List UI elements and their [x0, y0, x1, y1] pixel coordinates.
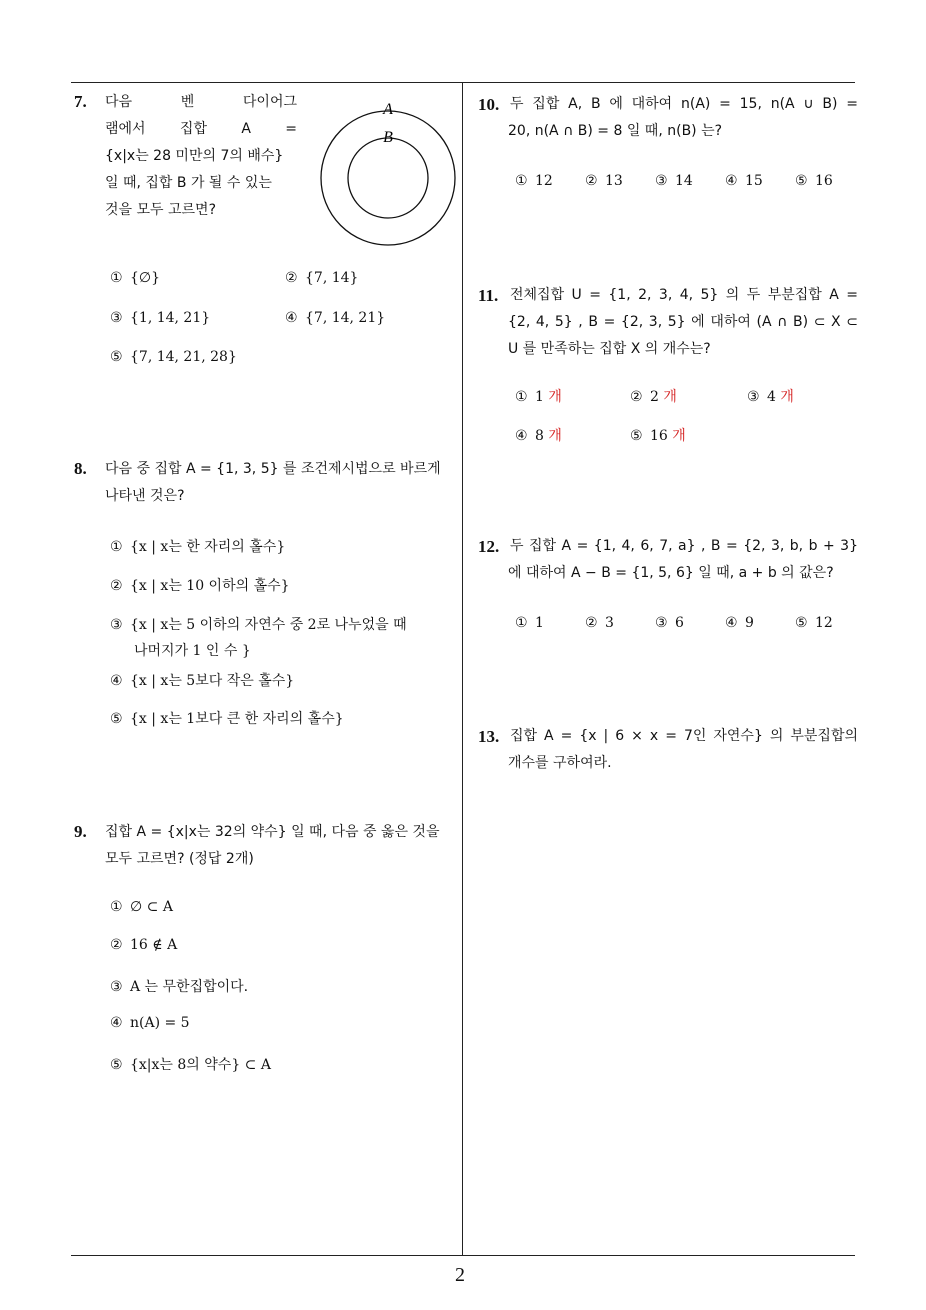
top-rule — [71, 82, 855, 83]
q7-option-2[interactable]: ② {7, 14} — [285, 270, 359, 286]
question-number: 11. — [478, 286, 499, 305]
q12-option-3[interactable]: ③ 6 — [655, 615, 684, 631]
question-number: 13. — [478, 727, 500, 746]
q7-line-3: {x|x는 28 미만의 7의 배수} — [105, 148, 284, 164]
q9-line-1: 집합 A = {x|x는 32의 약수} 일 때, 다음 중 옳은 것을 — [105, 824, 440, 840]
q10-option-5[interactable]: ⑤ 16 — [795, 173, 833, 189]
q12-option-5[interactable]: ⑤ 12 — [795, 615, 833, 631]
q9-line-2: 모두 고르면? (정답 2개) — [105, 851, 254, 867]
q9-option-1[interactable]: ① ∅ ⊂ A — [110, 899, 173, 915]
q9-option-4[interactable]: ④ n(A) = 5 — [110, 1015, 190, 1031]
q10-option-3[interactable]: ③ 14 — [655, 173, 693, 189]
q7-option-5[interactable]: ⑤ {7, 14, 21, 28} — [110, 349, 237, 365]
q7-line-5: 것을 모두 고르면? — [105, 202, 216, 218]
q7-line-4: 일 때, 집합 B 가 될 수 있는 — [105, 175, 272, 191]
q7-option-3[interactable]: ③ {1, 14, 21} — [110, 310, 211, 326]
q8-line-1: 다음 중 집합 A = {1, 3, 5} 를 조건제시법으로 바르게 — [105, 461, 441, 477]
q8-option-4[interactable]: ④ {x | x는 5보다 작은 홀수} — [110, 673, 295, 689]
q7-option-1[interactable]: ① {∅} — [110, 270, 161, 286]
question-number: 7. — [74, 92, 87, 111]
q10-line-2: 20, n(A ∩ B) = 8 일 때, n(B) 는? — [508, 123, 723, 139]
q11-option-3[interactable]: ③ 4 개 — [747, 389, 794, 405]
venn-inner-label: B — [383, 129, 393, 146]
q8-option-1[interactable]: ① {x | x는 한 자리의 홀수} — [110, 539, 286, 555]
q12-option-2[interactable]: ② 3 — [585, 615, 614, 631]
q7-line-1: 다음 벤 다이어그 — [105, 94, 297, 110]
q9-option-5[interactable]: ⑤ {x|x는 8의 약수} ⊂ A — [110, 1057, 271, 1073]
q11-option-1[interactable]: ① 1 개 — [515, 389, 562, 405]
q10-option-1[interactable]: ① 12 — [515, 173, 553, 189]
q12-option-1[interactable]: ① 1 — [515, 615, 544, 631]
q10-option-2[interactable]: ② 13 — [585, 173, 623, 189]
q10-line-1: 두 집합 A, B 에 대하여 n(A) = 15, n(A ∪ B) = — [510, 96, 858, 112]
page-number: 2 — [455, 1264, 465, 1286]
q9-option-2[interactable]: ② 16 ∉ A — [110, 937, 178, 953]
q8-option-3[interactable]: ③ {x | x는 5 이하의 자연수 중 2로 나누었을 때 — [110, 617, 407, 633]
q11-option-2[interactable]: ② 2 개 — [630, 389, 677, 405]
question-number: 8. — [74, 459, 87, 478]
q7-line-2: 램에서 집합 A = — [105, 121, 297, 137]
question-number: 9. — [74, 822, 87, 841]
bottom-rule — [71, 1255, 855, 1256]
q12-line-1: 두 집합 A = {1, 4, 6, 7, a} , B = {2, 3, b, b + 3} — [510, 538, 858, 554]
venn-outer-label: A — [383, 101, 393, 118]
q11-line-2: {2, 4, 5} , B = {2, 3, 5} 에 대하여 (A ∩ B) ⊂ X ⊂ — [508, 314, 858, 330]
venn-diagram — [318, 97, 458, 257]
question-number: 12. — [478, 537, 500, 556]
q11-line-3: U 를 만족하는 집합 X 의 개수는? — [508, 341, 711, 357]
question-number: 10. — [478, 95, 500, 114]
venn-inner-circle — [348, 138, 428, 218]
q11-line-1: 전체집합 U = {1, 2, 3, 4, 5} 의 두 부분집합 A = — [510, 287, 858, 303]
q8-option-2[interactable]: ② {x | x는 10 이하의 홀수} — [110, 578, 290, 594]
q9-option-3[interactable]: ③ A 는 무한집합이다. — [110, 979, 249, 995]
q12-line-2: 에 대하여 A − B = {1, 5, 6} 일 때, a + b 의 값은? — [508, 565, 834, 581]
q11-option-5[interactable]: ⑤ 16 개 — [630, 428, 686, 444]
q12-option-4[interactable]: ④ 9 — [725, 615, 754, 631]
q8-option-3-cont: 나머지가 1 인 수 } — [134, 643, 251, 659]
q8-line-2: 나타낸 것은? — [105, 488, 185, 504]
q10-option-4[interactable]: ④ 15 — [725, 173, 763, 189]
q11-option-4[interactable]: ④ 8 개 — [515, 428, 562, 444]
q8-option-5[interactable]: ⑤ {x | x는 1보다 큰 한 자리의 홀수} — [110, 711, 344, 727]
q7-option-4[interactable]: ④ {7, 14, 21} — [285, 310, 386, 326]
column-divider — [462, 82, 463, 1256]
q13-line-2: 개수를 구하여라. — [508, 755, 612, 771]
q13-line-1: 집합 A = {x | 6 × x = 7인 자연수} 의 부분집합의 — [510, 728, 858, 744]
